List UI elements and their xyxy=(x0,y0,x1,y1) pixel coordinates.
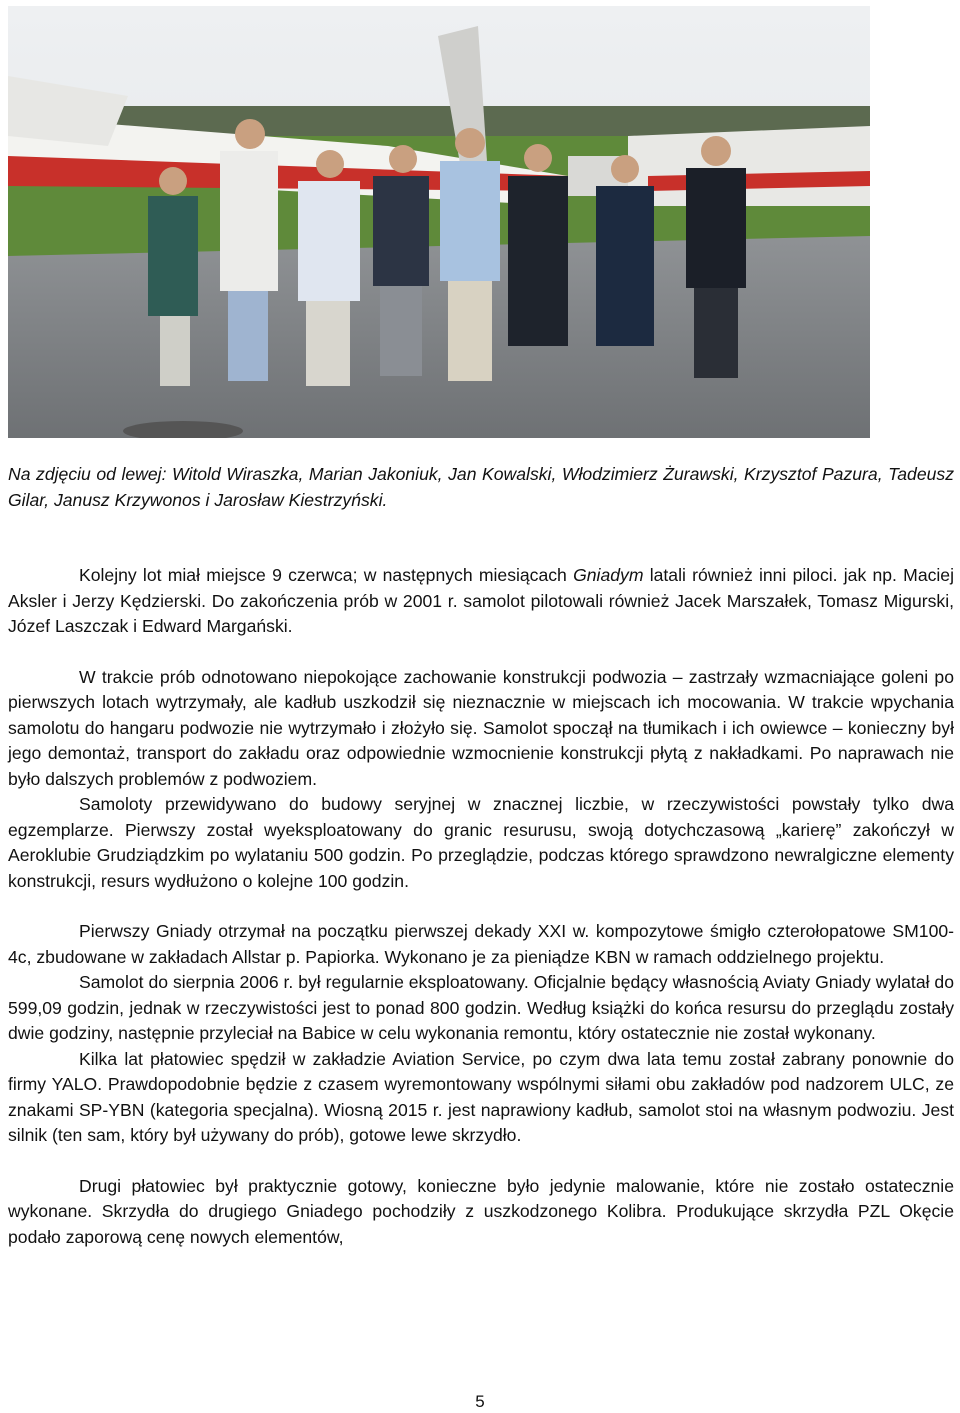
paragraph-2: W trakcie prób odnotowano niepokojące zachowanie konstrukcji podwozia – zastrzały wzmacniające goleni po pierwszych lotach wytrzymały, ale kadłub uszkodził się nieznacznie w miejscach ich mocowania. W trakcie wpychania samolotu do hangaru podwozie nie wytrzymało i złożyło się. Samolot spoczął na tłumikach i ich owiewce – konieczny był jego demontaż, transport do zakładu oraz odpowiednie wzmocnienie konstrukcji płytą z nakładkami. Po naprawach nie było dalszych problemów z podwoziem. xyxy=(8,666,954,789)
paragraph-1-italic: Gniadym xyxy=(573,565,644,585)
group-photo xyxy=(8,6,870,438)
airfield-photo-illustration xyxy=(8,6,870,438)
article-body xyxy=(8,563,954,1250)
caption-prefix: Na zdjęciu od lewej: xyxy=(8,464,173,484)
paragraph-1 xyxy=(8,563,954,640)
photo-caption xyxy=(8,462,954,513)
paragraph-7: Drugi płatowiec był praktycznie gotowy, konieczne było jedynie malowanie, które nie zostało ostatecznie wykonane. Skrzydła do drugiego Gniadego pochodziły z uszkodzonego Kolibra. Produkujące skrzydła PZL Okęcie podało zaporową cenę nowych elementów, xyxy=(8,1175,954,1247)
paragraph-5: Samolot do sierpnia 2006 r. był regularnie eksploatowany. Oficjalnie będący własnością Aviaty Gniady wylatał do 599,09 godzin, jednak w rzeczywistości jest to ponad 800 godzin. Według książki do końca resursu do przeglądu zostały dwie godziny, następnie przyleciał na Babice w celu wykonania remontu, który ostatecznie nie został wykonany. xyxy=(8,972,954,1043)
caption-names: Witold Wiraszka, Marian Jakoniuk, Jan Kowalski, Włodzimierz Żurawski, Krzysztof Pazura, Tadeusz Gilar, Janusz Krzywonos i Jarosław Kiestrzyński. xyxy=(8,464,954,510)
paragraph-6: Kilka lat płatowiec spędził w zakładzie Aviation Service, po czym dwa lata temu został zabrany ponownie do firmy YALO. Prawdopodobnie będzie z czasem wyremontowany wspólnymi siłami obu zakładów pod nadzorem ULC, ze znakami SP-YBN (kategoria specjalna). Wiosną 2015 r. jest naprawiony kadłub, samolot stoi na własnym podwoziu. Jest silnik (ten sam, który był używany do prób), gotowe lewe skrzydło. xyxy=(8,1048,954,1145)
paragraph-1-part-a: Kolejny lot miał miejsce 9 czerwca; w następnych miesiącach xyxy=(79,565,574,585)
paragraph-3: Samoloty przewidywano do budowy seryjnej w znacznej liczbie, w rzeczywistości powstały tylko dwa egzemplarze. Pierwszy został wyeksploatowany do granic resurusu, swoją dotychczasową „karierę” zakończył w Aeroklubie Grudziądzkim po wylataniu 500 godzin. Po przeglądzie, podczas którego sprawdzono newralgiczne elementy konstrukcji, resurs wydłużono o kolejne 100 godzin. xyxy=(8,794,954,891)
paragraph-1-part-b: latali również inni piloci. jak np. Maciej Aksler i Jerzy Kędzierski. Do zakończenia prób w 2001 r. samolot pilotowali również Jacek Marszałek, Tomasz Migurski, Józef Laszczak i Edward Margański. xyxy=(8,565,954,636)
page-number: 5 xyxy=(475,1392,485,1411)
paragraph-4: Pierwszy Gniady otrzymał na początku pierwszej dekady XXI w. kompozytowe śmigło czterołopatowe SM100-4c, zbudowane w zakładach Allstar p. Papiorka. Wykonano je za pieniądze KBN w ramach oddzielnego projektu. xyxy=(8,921,954,967)
